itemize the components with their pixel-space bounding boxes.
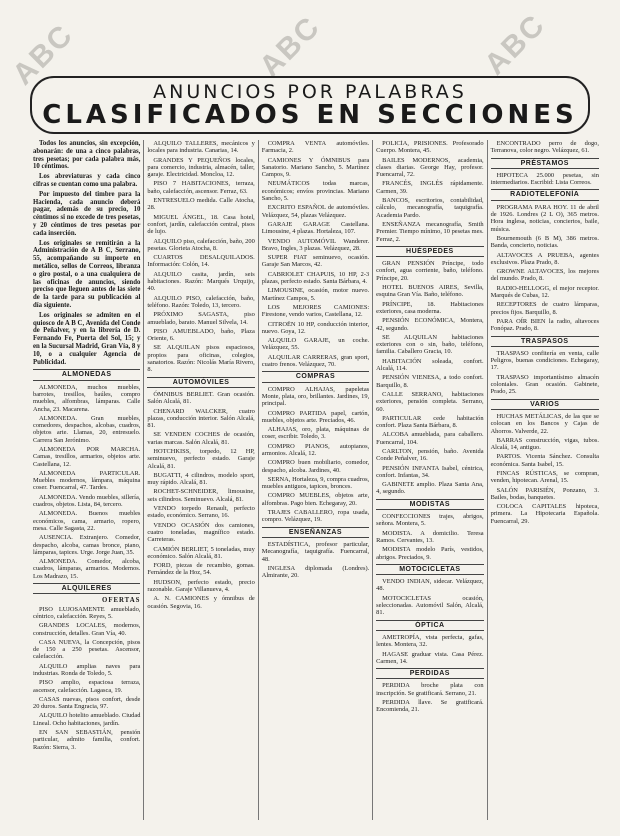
classified-ad: CUARTOS DESALQUILADOS. Información: Colón, 14.	[147, 254, 255, 269]
classified-ad: HABITACIÓN soleada, confort. Alcalá, 114.	[376, 357, 484, 373]
classified-ad: VENDO AUTOMÓVIL Wanderer. Bravo, Ingles, 3 plazas. Velázquez, 28.	[261, 237, 370, 252]
classified-ad: COMPRO MUEBLES, objetos arte, alfombras. Pago bien. Echegaray, 20.	[261, 492, 370, 507]
classified-ad: CONFECCIONES trajes, abrigos, señora. Montera, 5.	[376, 513, 484, 528]
section-heading: ÓPTICA	[376, 620, 483, 631]
classified-ad: HOTEL BUENOS AIRES, Sevilla, esquina Gran Vía. Baño, teléfono.	[376, 284, 484, 299]
classified-ad: PARTICULAR cede habitación confort. Plaza Santa Bárbara, 8.	[376, 414, 484, 430]
classified-ad: PENSIÓN VIENESA, a todo confort. Barquillo, 8.	[376, 374, 484, 389]
section-heading: ENSEÑANZAS	[262, 527, 369, 538]
classified-ad: HUDSON, perfecto estado, precio razonable. Garaje Villanueva, 4.	[147, 578, 255, 594]
classified-ad: HOTCHKISS, torpedo, 12 HP, seminuevo, perfecto estado. Garaje Alcalá, 81.	[147, 447, 255, 470]
classified-ad: ALMONEDA. Comedor, alcoba, cuadros, lámparas, armarios. Modernos. Los Madrazo, 15.	[33, 558, 141, 580]
classified-ad: ALQUILO TALLERES, mecánicos y locales para industria. Canarias, 14.	[147, 140, 255, 155]
classified-ad: ALHAJAS, oro, plata, máquinas de coser, escribir. Toledo, 3.	[261, 426, 370, 441]
classified-ad: PENSIÓN INFANTA Isabel, céntrica, confort. Infantas, 34.	[376, 464, 484, 479]
section-heading: PRÉSTAMOS	[491, 158, 599, 169]
classified-ad: CASA NUEVA, la Concepción, pisos de 150 a 250 pesetas. Ascensor, calefacción.	[33, 638, 141, 661]
section-heading: RADIOTELEFONÍA	[491, 189, 599, 200]
classified-ad: GRANDES Y PEQUEÑOS locales, para comercio, industria, almacén, taller, garaje. Electricidad. Moncloa, 12.	[147, 156, 255, 179]
classified-ad: AUSENCIA. Extranjero. Comedor, despacho, alcoba, camas bronce, piano, lámparas, tapices. Urge. Jorge Juan, 35.	[33, 534, 141, 556]
classified-ad: ENCONTRADO perro de dogo, Terranova, color negro. Velázquez, 61.	[490, 140, 599, 155]
classified-ad: ALQUILO PISO, calefacción, baño, teléfono. Razón: Toledo, 13, tercero.	[147, 294, 255, 309]
classified-ad: GARAJE GARAGE Castellana. Limousine, 4 plazas. Hortaleza, 107.	[261, 220, 370, 236]
classified-ad: LIMOUSINE, ocasión, motor nuevo. Martínez Campos, 5.	[261, 287, 370, 302]
classified-ad: ALTAVOCES A PRUEBA, agentes exclusivos. Plaza Prado, 8.	[490, 251, 599, 266]
section-heading: MOTOCICLETAS	[376, 564, 483, 575]
classified-ad: TRAJES CABALLERO, ropa usada, compro. Velázquez, 19.	[261, 509, 370, 524]
section-heading: HUÉSPEDES	[376, 246, 483, 257]
classified-ad: COMPRO PIANOS, autopianos, armonios. Alcalá, 12.	[261, 442, 370, 457]
banner-line-1: ANUNCIOS POR PALABRAS	[153, 81, 467, 103]
classified-ad: PERDIDA broche plata con inscripción. Se gratificará. Serrano, 21.	[376, 682, 484, 697]
intro-paragraph: Los originales se admiten en el quiosco de A B C, Avenida del Conde de Peñalver, y en la librería de D. Fernando Fe, Puerta del Sol, 15; y en la Sucursal Madrid, Gran Vía, 8 y 10, o a cualquier Agencia de Publicidad.	[33, 311, 141, 366]
classified-ad: FRANCÉS, INGLÉS rápidamente. Carmen, 39.	[376, 180, 484, 195]
classified-ad: PISO amplio, espaciosa terraza, ascensor, calefacción. Lagasca, 19.	[33, 679, 141, 694]
classified-ad: ALMONEDA PARTICULAR. Muebles modernos, lámpara, máquina coser. Fuencarral, 47. Tardes.	[33, 469, 141, 492]
watermark: ABC	[6, 17, 80, 92]
classified-ad: PENSIÓN ECONÓMICA, Montera, 42, segundo.	[376, 317, 484, 332]
classified-ad: GABINETE amplio. Plaza Santa Ana, 4, segundo.	[376, 481, 484, 496]
column-3	[259, 140, 373, 820]
classified-ad: EN SAN SEBASTIÁN, pensión particular, admito familia, confort. Razón: Sierra, 3.	[33, 729, 141, 751]
section-heading: AUTOMÓVILES	[147, 377, 254, 388]
classified-ad: ALQUILO hotelito amueblado. Ciudad Lineal. Ocho habitaciones, jardín.	[33, 712, 141, 727]
classified-ad: PARA OÍR BIEN la radio, altavoces Fonópaz. Prado, 8.	[490, 317, 599, 333]
section-heading: ALMONEDAS	[33, 369, 140, 380]
classified-ad: CAMIONES Y ÓMNIBUS para Sanatorio. Mariano Sancho, 5. Martínez Campos, 9.	[261, 156, 370, 179]
intro-paragraph: Los abreviaturas y cada cinco cifras se cuentan como una palabra.	[33, 173, 141, 188]
classified-ad: INGLESA diplomada (Londres). Almirante, 20.	[261, 564, 370, 580]
classified-ad: PERDIDA llave. Se gratificará. Encomienda, 21.	[376, 699, 484, 714]
classified-ad: PROGRAMA PARA HOY. 11 de abril de 1926. Londres (2 L O), 365 metros. Hora inglesa, noticias, conciertos, baile, música.	[490, 203, 599, 233]
classified-ad: RECEPTORES de cuatro lámparas, precios fijos. Barquillo, 8.	[490, 301, 599, 316]
classified-ad: ÓMNIBUS BERLIET. Gran ocasión. Salón Alcalá, 81.	[147, 390, 255, 406]
classified-ad: PRÍNCIPE, 18. Habitaciones exteriores, casa moderna.	[376, 300, 484, 315]
classified-ad: HUCHAS METÁLICAS, de las que se colocan en los Bancos y Cajas de Ahorros. Valverde, 22.	[490, 412, 599, 435]
classified-columns	[30, 140, 602, 820]
classified-ad: PISO LUJOSAMENTE amueblado, céntrico, calefacción. Reyes, 5.	[33, 605, 141, 620]
classified-ad: COMPRA VENTA automóviles. Farmacia, 2.	[261, 140, 370, 155]
watermark: ABC	[253, 9, 327, 84]
classified-ad: SUPER FIAT seminuevo, ocasión. Garaje San Marcos, 42.	[261, 254, 370, 269]
classified-ad: SE ALQUILAN habitaciones exteriores con o sin, baño, teléfono, familia. Caballero Gracia, 10.	[376, 333, 484, 356]
classified-ad: CAMIÓN BERLIET, 5 toneladas, muy económico. Salón Alcalá, 81.	[147, 545, 255, 560]
classified-ad: FINCAS RÚSTICAS, se compran, venden, hipotecan. Arenal, 15.	[490, 469, 599, 485]
classified-ad: FORD, piezas de recambio, gomas. Fernández de la Hoz, 54.	[147, 562, 255, 577]
watermark: ABC	[478, 7, 552, 82]
classified-ad: ALQUILO amplias naves para industrias. Ronda de Toledo, 5.	[33, 662, 141, 677]
classified-ad: ALMONEDA, muchos muebles, barrotes, tresillos, baúles, compro muebles, alfombras, lámparas. Calle Ancha, 23. Macarena.	[33, 383, 141, 413]
subsection-heading: OFERTAS	[102, 597, 141, 605]
classified-ad: VENDO torpedo Renault, perfecto estado, económico. Serrano, 16.	[147, 505, 255, 520]
classified-ad: HAGASE graduar vista. Casa Pérez. Carmen, 14.	[376, 650, 484, 665]
classified-ad: ESTADÍSTICA, profesor particular, Mecanografía, taquigrafía. Fuencarral, 48.	[261, 540, 370, 563]
classified-ad: COMPRO PARTIDA papel, cartón, muebles, objetos arte. Preciados, 46.	[261, 409, 370, 424]
classified-ad: ALMONEDA. Gran muebles, comedores, despachos, alcobas, cuadros, objetos arte. Llamas, 20, entresuelo. Carrera San Jerónimo.	[33, 414, 141, 444]
column-4	[373, 140, 487, 820]
classified-ad: ENSEÑANZA mecanografía, Smith Premier. Tiempo mínimo, 10 pesetas mes. Ferraz, 2.	[376, 220, 484, 243]
classified-ad: CITROËN 10 HP, conducción interior, nuevo. Goya, 12.	[261, 320, 370, 335]
column-2	[144, 140, 258, 820]
classified-ad: GROWNE ALTAVOCES, los mejores del mundo. Prado, 8.	[490, 268, 599, 283]
classified-ad: ALMONEDA POR MARCHA. Camas, tresillos, armarios, objetos arte. Castellana, 12.	[33, 445, 141, 468]
classified-ad: MODISTA modelo París, vestidos, abrigos. Preciados, 9.	[376, 546, 484, 561]
section-heading: PERDIDAS	[376, 668, 483, 679]
classified-ad: BAILES MODERNOS, academia, clases diarias. George Hay, profesor. Fuencarral, 72.	[376, 156, 484, 179]
classified-ad: MOTOCICLETAS ocasión, seleccionadas. Automóvil Salón, Alcalá, 81.	[376, 594, 484, 617]
classified-ad: POLICÍA, PRISIONES. Profesorado Cuerpo. Montera, 45.	[376, 140, 484, 155]
classified-ad: PRÓXIMO SAGASTA, piso amueblado, barato. Manuel Silvela, 14.	[147, 311, 255, 326]
classified-ad: COMPRO buen mobiliario, comedor, despacho, alcoba. Jardines, 40.	[261, 459, 370, 474]
section-heading: TRASPASOS	[491, 336, 599, 347]
classified-ad: TRASPASO importantísimo almacén coloniales. Gran ocasión. Gabinete, Prado, 25.	[490, 373, 599, 396]
classified-ad: AMETROPÍA, vista perfecta, gafas, lentes. Montera, 32.	[376, 633, 484, 649]
classified-ad: A. N. CAMIONES y ómnibus de ocasión. Segovia, 16.	[147, 595, 255, 610]
intro-paragraph: Todos los anuncios, sin excepción, abonarán: de una a cinco palabras, tres pesetas; por cada palabra más, 10 céntimos.	[33, 140, 141, 171]
classified-ad: BUGATTI, 4 cilindros, modelo sport, muy rápido. Alcalá, 81.	[147, 471, 255, 487]
classified-ad: MODISTA. A domicilio. Teresa Ramos. Cervantes, 13.	[376, 529, 484, 544]
classified-ad: ALMONEDA. Buenos muebles económicos, cama, armario, ropero, mesa. Calle Sagasta, 22.	[33, 510, 141, 532]
classified-ad: SALÓN PARISIÉN, Ponzano, 3. Bailes, bodas, banquetes.	[490, 486, 599, 501]
classified-ad: NEUMÁTICOS todas marcas, económicos; envíos provincias. Mariano Sancho, 5.	[261, 180, 370, 203]
classified-ad: CHENARD WALCKER, cuatro plazas, conducción interior. Salón Alcalá, 81.	[147, 407, 255, 430]
classified-ad: ALQUILO casita, jardín, seis habitaciones. Razón: Marqués Urquijo, 40.	[147, 270, 255, 293]
intro-paragraph: Por impuesto del timbre para la Hacienda, cada anuncio deberá pagar, además de su precio, 10 céntimos si no excede de tres pesetas, y 20 céntimos de tres pesetas por cada inserción.	[33, 190, 141, 237]
classified-ad: ALQUILAR CARRERAS, gran sport, cuatro frenos. Velázquez, 70.	[261, 353, 370, 369]
banner-line-2: CLASIFICADOS EN SECCIONES	[42, 100, 578, 130]
section-heading: ALQUILERES	[33, 583, 140, 594]
classified-ad: Bournemouth (6 B M), 386 metros. Banda, concierto, noticias.	[490, 234, 599, 250]
classified-ad: MIGUEL ÁNGEL, 18. Casa hotel, confort, jardín, calefacción central, pisos de lujo.	[147, 213, 255, 236]
classified-ad: VENDO INDIAN, sidecar. Velázquez, 48.	[376, 578, 484, 593]
classified-ad: CALLE SERRANO, habitaciones exteriores, pensión completa. Serrano, 60.	[376, 390, 484, 413]
classified-ad: GRANDES LOCALES, modernos, construcción, detalles. Gran Vía, 40.	[33, 622, 141, 637]
section-heading: COMPRAS	[262, 371, 369, 382]
classified-ad: TRASPASO confitería en venta, calle Peligros, buenas condiciones. Echegaray, 17.	[490, 349, 599, 372]
classified-ad: PISO AMUEBLADO, baño, Plaza Oriente, 6.	[147, 327, 255, 343]
section-heading: VARIOS	[491, 399, 599, 410]
classified-ad: ALCOBA amueblada, para caballero. Fuencarral, 104.	[376, 431, 484, 446]
classified-ad: COLOCA CAPITALES hipoteca, primera. La Hipotecaria Española. Fuencarral, 29.	[490, 503, 599, 525]
classified-ad: ENTRESUELO medida. Calle Atocha, 28.	[147, 197, 255, 212]
intro-paragraph: Los originales se remitirán a la Administración de A B C, Serrano, 55, acompañando su importe en metálico, sellos de Correos, libranza o giro postal, o a una cualquiera de las oficinas de anuncios, siendo preciso que lleguen antes de las siete de la tarde para su publicación al día siguiente.	[33, 239, 141, 309]
classified-ad: GRAN PENSIÓN Príncipe, todo confort, agua corriente, baño, teléfono. Príncipe, 20.	[376, 260, 484, 282]
classified-ad: RADIO-HELLOGG, el mejor receptor. Marqués de Cubas, 12.	[490, 284, 599, 300]
classified-ad: ROCHET-SCHNEIDER, limousine, seis cilindros. Seminuevo. Alcalá, 81.	[147, 488, 255, 503]
classified-ad: HIPOTECA 25.000 pesetas, sin intermediarios. Escribid: Lista Correos.	[490, 171, 599, 187]
column-5	[488, 140, 602, 820]
classified-ad: LOS MEJORES CAMIONES: Firestone, vendo varios, Castellana, 12.	[261, 303, 370, 319]
classified-ad: ALMONEDA. Vendo muebles, sillería, cuadros, objetos. Lista, 84, tercero.	[33, 493, 141, 509]
classified-ad: EXCRITO ESPAÑOL de automóviles. Velázquez, 54, plazas Velázquez.	[261, 204, 370, 219]
classified-ad: ALQUILO GARAJE, un coche. Velázquez, 55.	[261, 337, 370, 352]
classified-ad: PARTOS. Vicenta Sánchez. Consulta económica. Santa Isabel, 15.	[490, 453, 599, 468]
classified-ad: CASAS nuevas, pisos confort, desde 20 duros. Santa Engracia, 97.	[33, 695, 141, 711]
classified-ad: BARRAS construcción, vigas, tubos. Alcalá, 14, antiguo.	[490, 436, 599, 452]
classified-ad: VENDO OCASIÓN dos camiones, cuatro toneladas, magnífico estado. Carreteras.	[147, 521, 255, 544]
classified-ad: COMPRO ALHAJAS, papeletas Monte, plata, oro, brillantes. Jardines, 19, principal.	[261, 385, 370, 408]
classified-ad: SE VENDEN COCHES de ocasión, varias marcas. Salón Alcalá, 81.	[147, 431, 255, 446]
classified-ad: PISO 7 HABITACIONES, terraza, baño, calefacción, ascensor. Ferraz, 63.	[147, 180, 255, 195]
classified-ad: ALQUILO piso, calefacción, baño, 200 pesetas. Glorieta Atocha, 8.	[147, 237, 255, 252]
classified-ad: CABRIOLET CHAPUIS, 10 HP, 2-3 plazas, perfecto estado. Santa Bárbara, 4.	[261, 270, 370, 286]
classified-ad: SE ALQUILAN pisos espaciosos, propios para oficinas, colegios, sanatorios. Razón: Nicolás María Rivero, 8.	[147, 344, 255, 374]
classified-ad: SERNA, Hortaleza, 9, compra cuadros, muebles antiguos, tapices, bronces.	[261, 475, 370, 491]
section-heading: MODISTAS	[376, 499, 483, 510]
classified-ad: BANCOS, escritorios, contabilidad, cálculo, mecanografía, taquigrafía. Academia Pardo.	[376, 197, 484, 219]
section-banner	[30, 76, 590, 134]
column-1	[30, 140, 144, 820]
classified-ad: CARLTON, pensión, baño. Avenida Conde Peñalver, 16.	[376, 447, 484, 463]
